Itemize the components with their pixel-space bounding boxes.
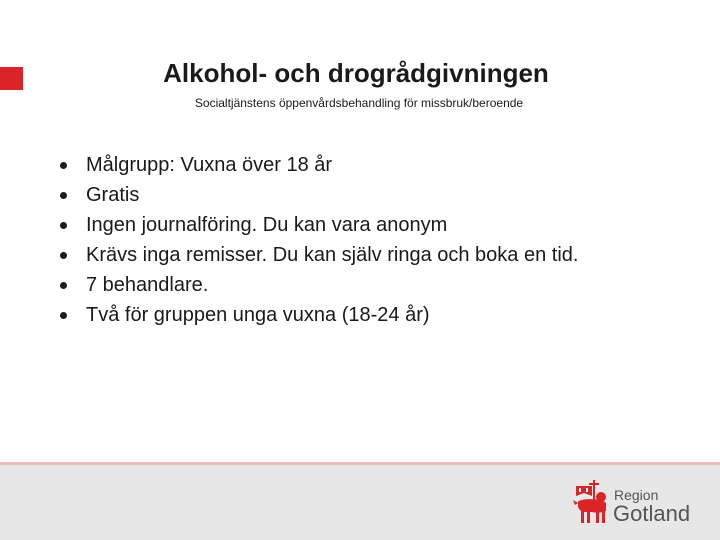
- bullet-text: 7 behandlare.: [86, 274, 209, 296]
- bullet-dot: [60, 312, 67, 319]
- bullet-item: [58, 270, 578, 300]
- bullet-list: [58, 150, 578, 330]
- bullet-text: Målgrupp: Vuxna över 18 år: [86, 154, 333, 176]
- region-gotland-logo: [572, 478, 692, 528]
- bullet-dot: [60, 222, 67, 229]
- slide-title: Alkohol- och drogrådgivningen: [163, 58, 549, 88]
- bullet-text: Krävs inga remisser. Du kan själv ringa och boka en tid.: [86, 244, 579, 266]
- bullet-dot: [60, 192, 67, 199]
- bullet-dot: [60, 252, 67, 259]
- gotland-ram-icon: [572, 478, 612, 526]
- bullet-item: [58, 240, 578, 270]
- bullet-item: [58, 300, 578, 330]
- logo-text-region: Region: [614, 487, 659, 503]
- bullet-item: [58, 150, 578, 180]
- bullet-text: Två för gruppen unga vuxna (18-24 år): [86, 304, 430, 326]
- bullet-item: [58, 180, 578, 210]
- bullet-item: [58, 210, 578, 240]
- logo-text-gotland: Gotland: [613, 501, 691, 526]
- bullet-text: Gratis: [86, 184, 140, 206]
- slide-subtitle: Socialtjänstens öppenvårdsbehandling för missbruk/beroende: [194, 96, 524, 110]
- bullet-text: Ingen journalföring. Du kan vara anonym: [86, 214, 448, 236]
- bullet-dot: [60, 282, 67, 289]
- bullet-dot: [60, 162, 67, 169]
